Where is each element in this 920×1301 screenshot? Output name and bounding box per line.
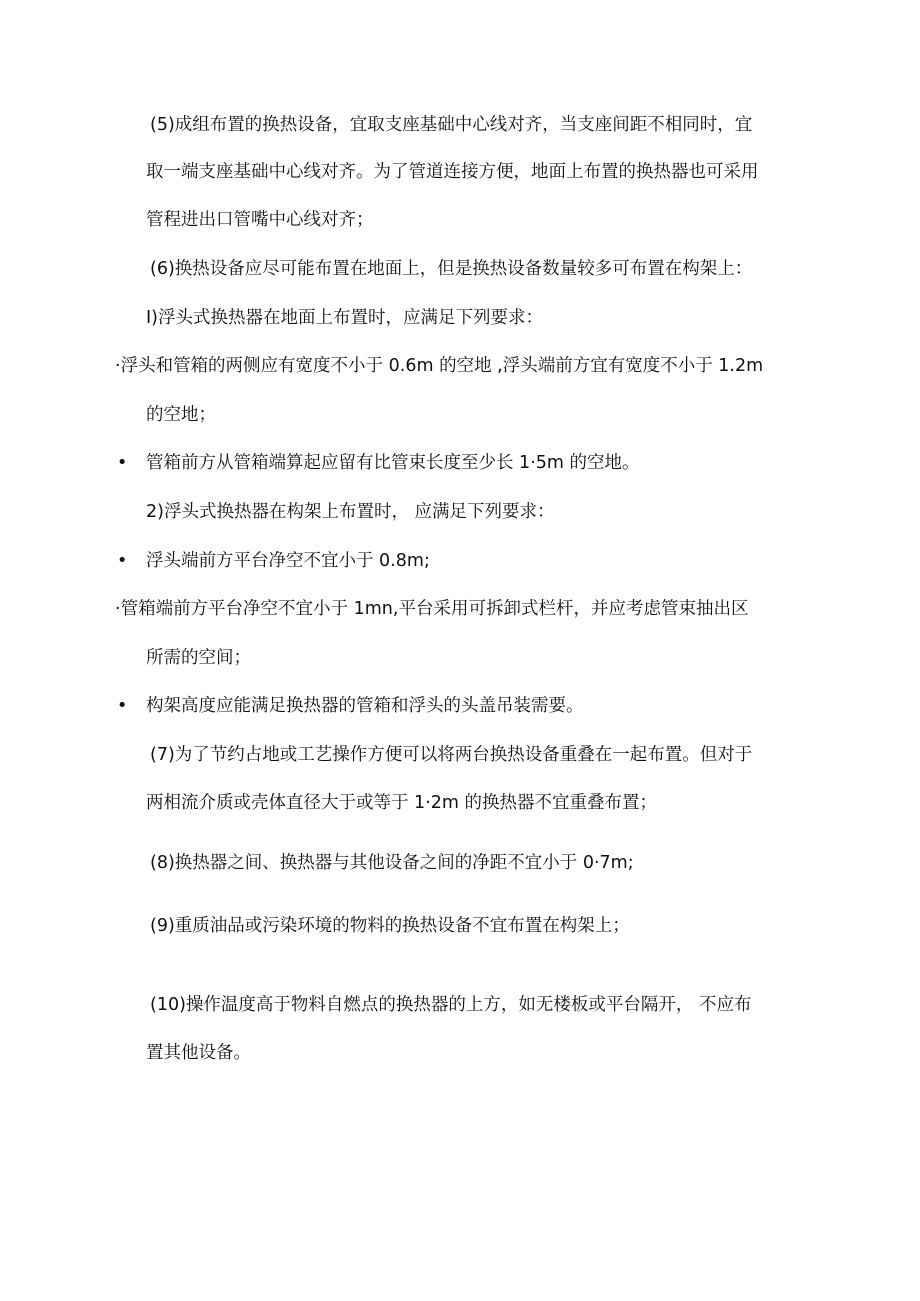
item-9: (9)重质油品或污染环境的物料的换热设备不宜布置在构架上； (150, 916, 630, 936)
item-5-line-3: 管程进出口管嘴中心线对齐； (146, 210, 374, 230)
item-7-line-1: (7)为了节约占地或工艺操作方便可以将两台换热设备重叠在一起布置。但对于 (150, 745, 753, 765)
sub-2-point-3: 构架高度应能满足换热器的管箱和浮头的头盖吊装需要。 (146, 696, 584, 716)
sub-2-point-2-line-2: 所需的空间； (146, 648, 251, 668)
bullet-icon: • (117, 696, 128, 716)
item-8: (8)换热器之间、换热器与其他设备之间的净距不宜小于 0·7m; (150, 853, 634, 873)
bullet-icon: • (117, 551, 128, 571)
sub-1-point-1-line-1: ·浮头和管箱的两侧应有宽度不小于 0.6m 的空地 ,浮头端前方宜有宽度不小于 1.2m (115, 356, 764, 376)
item-6-line-1: (6)换热设备应尽可能布置在地面上，但是换热设备数量较多可布置在构架上： (150, 259, 753, 279)
item-7-line-2: 两相流介质或壳体直径大于或等于 1·2m 的换热器不宜重叠布置； (146, 793, 658, 813)
item-10-line-2: 置其他设备。 (146, 1043, 251, 1063)
bullet-icon: • (117, 453, 128, 473)
sub-1-point-1-line-2: 的空地； (146, 405, 216, 425)
item-6-sub-1-heading: I)浮头式换热器在地面上布置时，应满足下列要求： (146, 308, 543, 328)
item-5-line-2: 取一端支座基础中心线对齐。为了管道连接方便，地面上布置的换热器也可采用 (146, 162, 759, 182)
sub-2-point-1: 浮头端前方平台净空不宜小于 0.8m; (146, 551, 430, 571)
item-10-line-1: (10)操作温度高于物料自燃点的换热器的上方，如无楼板或平台隔开， 不应布 (150, 995, 752, 1015)
item-5-line-1: (5)成组布置的换热设备，宜取支座基础中心线对齐，当支座间距不相同时，宜 (150, 115, 753, 135)
item-6-sub-2-heading: 2)浮头式换热器在构架上布置时， 应满足下列要求： (146, 502, 555, 522)
sub-1-point-2: 管箱前方从管箱端算起应留有比管束长度至少长 1·5m 的空地。 (146, 453, 640, 473)
sub-2-point-2-line-1: ·管箱端前方平台净空不宜小于 1mn,平台采用可拆卸式栏杆，并应考虑管束抽出区 (115, 599, 749, 619)
